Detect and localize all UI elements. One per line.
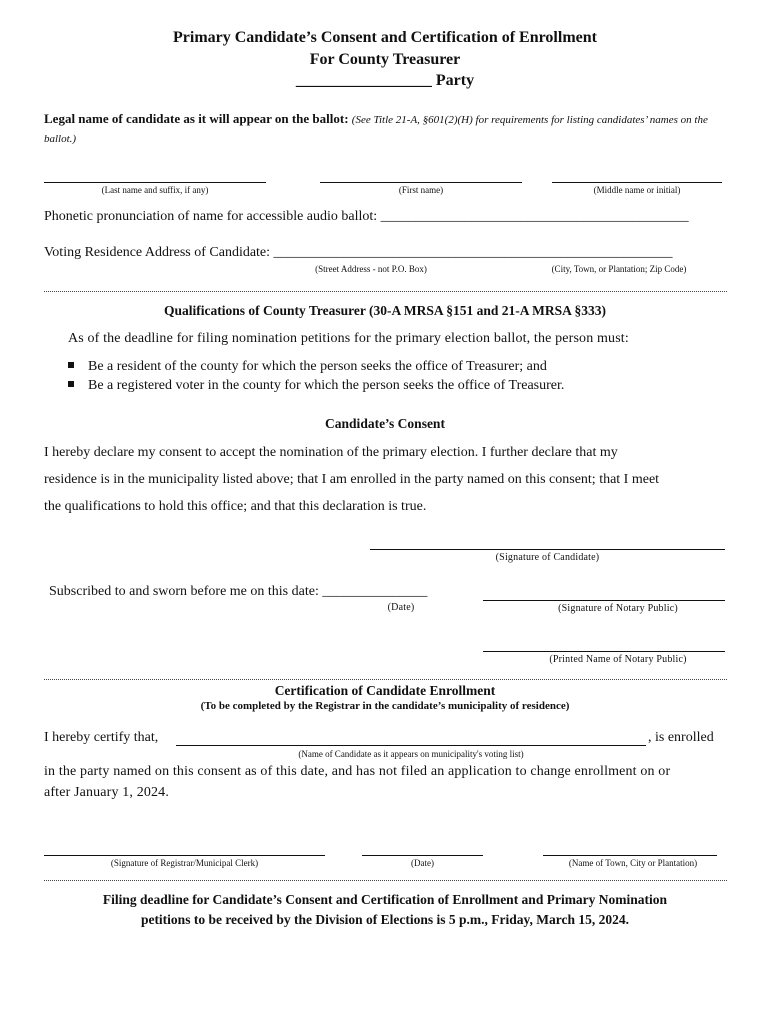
divider <box>44 291 727 292</box>
consent-line: the qualifications to hold this office; and that this declaration is true. <box>44 499 427 514</box>
divider <box>44 679 727 680</box>
first-name-caption: (First name) <box>398 185 444 195</box>
certification-date-caption: (Date) <box>411 858 434 868</box>
legal-name-label: Legal name of candidate as it will appear on the ballot: <box>44 111 349 126</box>
first-name-field[interactable] <box>320 182 522 183</box>
candidate-signature-field[interactable] <box>370 549 725 550</box>
form-title: Primary Candidate’s Consent and Certification of Enrollment <box>173 29 597 46</box>
qualifications-heading: Qualifications of County Treasurer (30-A MRSA §151 and 21-A MRSA §333) <box>163 303 607 318</box>
candidate-name-caption: (Name of Candidate as it appears on municipality's voting list) <box>298 749 524 759</box>
qualification-item: Be a registered voter in the county for which the person seeks the office of Treasurer. <box>68 378 564 394</box>
consent-line: residence is in the municipality listed above; that I am enrolled in the party named on this consent; that I meet <box>44 472 660 487</box>
date-caption: (Date) <box>387 602 415 613</box>
street-caption: (Street Address - not P.O. Box) <box>315 264 427 274</box>
last-name-field[interactable] <box>44 182 266 183</box>
sworn-date-field[interactable]: Subscribed to and sworn before me on this date: _______________ <box>49 584 428 599</box>
consent-line: I hereby declare my consent to accept the nomination of the primary election. I further declare that my <box>44 445 618 460</box>
qualification-item: Be a resident of the county for which the person seeks the office of Treasurer; and <box>68 359 547 375</box>
certification-heading: Certification of Candidate Enrollment <box>274 683 496 698</box>
certification-date-field[interactable] <box>362 855 483 856</box>
notary-signature-field[interactable] <box>483 600 725 601</box>
filing-deadline-line: petitions to be received by the Division of Elections is 5 p.m., Friday, March 15, 2024. <box>140 912 630 927</box>
qualifications-intro: As of the deadline for filing nomination petitions for the primary election ballot, the person must: <box>68 331 629 346</box>
legal-name-note: (See Title 21-A, §601(2)(H) for requirements for listing candidates’ names on the ballot.) <box>44 114 708 145</box>
notary-name-field[interactable] <box>483 651 725 652</box>
middle-name-field[interactable] <box>552 182 722 183</box>
candidate-signature-caption: (Signature of Candidate) <box>495 552 600 563</box>
notary-signature-caption: (Signature of Notary Public) <box>558 603 678 614</box>
registrar-signature-field[interactable] <box>44 855 325 856</box>
town-name-field[interactable] <box>543 855 717 856</box>
form-subtitle: For County Treasurer <box>309 51 461 68</box>
bullet-icon <box>68 381 74 387</box>
certify-prefix: I hereby certify that, <box>44 730 159 745</box>
party-field[interactable]: _________________ Party <box>295 72 475 89</box>
filing-deadline-line: Filing deadline for Candidate’s Consent and Certification of Enrollment and Primary Nomination <box>102 892 668 907</box>
candidate-name-field[interactable] <box>176 745 646 746</box>
residence-address-field[interactable]: Voting Residence Address of Candidate: _________________________________________________________ <box>44 245 673 260</box>
divider <box>44 880 727 881</box>
last-name-caption: (Last name and suffix, if any) <box>101 185 209 195</box>
certify-suffix: , is enrolled <box>648 730 714 745</box>
registrar-signature-caption: (Signature of Registrar/Municipal Clerk) <box>110 858 259 868</box>
city-zip-caption: (City, Town, or Plantation; Zip Code) <box>551 264 687 274</box>
bullet-icon <box>68 362 74 368</box>
notary-name-caption: (Printed Name of Notary Public) <box>549 654 687 665</box>
town-name-caption: (Name of Town, City or Plantation) <box>568 858 698 868</box>
certification-subheading: (To be completed by the Registrar in the candidate’s municipality of residence) <box>200 700 570 712</box>
consent-heading: Candidate’s Consent <box>325 416 445 431</box>
phonetic-field[interactable]: Phonetic pronunciation of name for accessible audio ballot: ____________________________________________ <box>44 209 689 224</box>
middle-name-caption: (Middle name or initial) <box>593 185 681 195</box>
legal-name-section <box>44 110 734 148</box>
certification-line: in the party named on this consent as of this date, and has not filed an application to change enrollment on or <box>44 764 671 779</box>
certification-line: after January 1, 2024. <box>44 785 169 800</box>
